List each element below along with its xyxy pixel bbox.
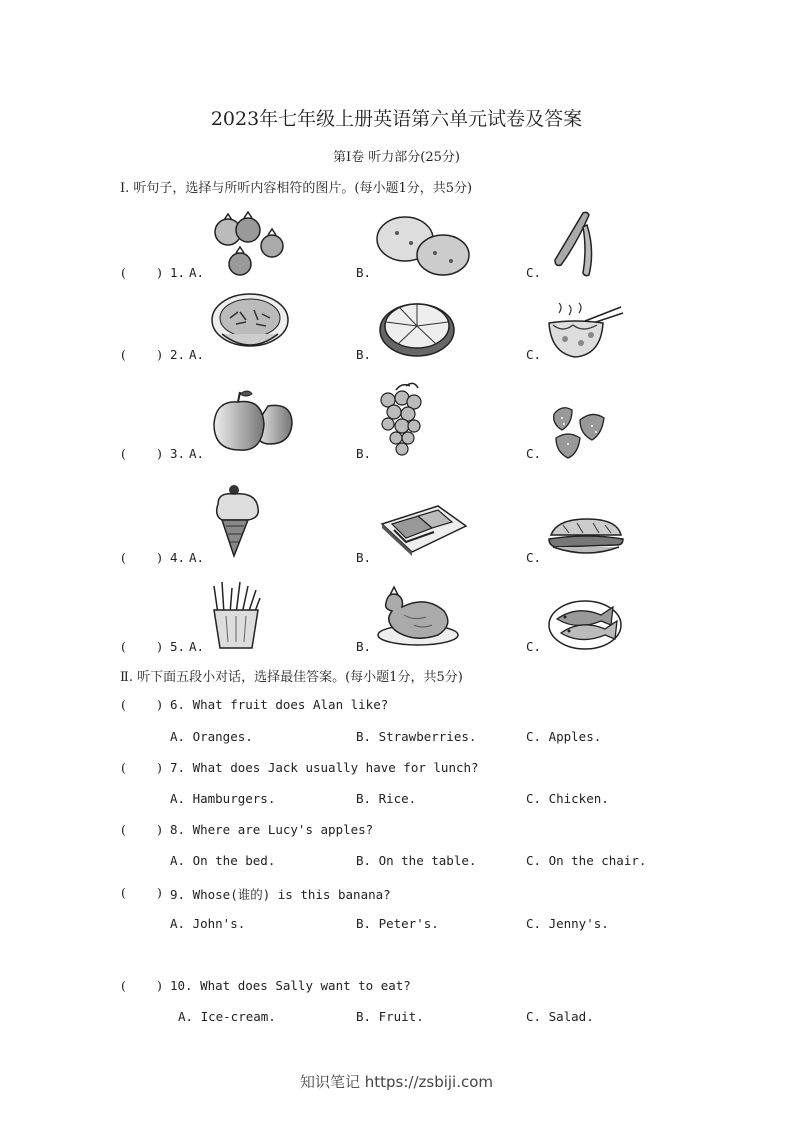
answer-paren-open: ( xyxy=(121,697,126,712)
answer-paren-open: ( xyxy=(121,550,126,565)
pizza-icon xyxy=(378,298,456,358)
answer-paren-close: ) xyxy=(157,265,162,280)
question-text: 7. What does Jack usually have for lunch? xyxy=(170,760,479,775)
option-a-label: A. xyxy=(189,265,205,280)
fish-icon xyxy=(547,595,623,651)
option-c-label: C. xyxy=(526,639,542,654)
grapes-icon xyxy=(376,380,426,456)
option-a: A. Ice-cream. xyxy=(178,1009,276,1024)
option-b-label: B. xyxy=(356,347,372,362)
answer-paren-close: ) xyxy=(157,822,162,837)
option-c: C. Chicken. xyxy=(526,791,609,806)
answer-paren-open: ( xyxy=(121,347,126,362)
answer-paren-open: ( xyxy=(121,639,126,654)
roast-chicken-icon xyxy=(374,585,460,647)
answer-paren-open: ( xyxy=(121,822,126,837)
option-c-label: C. xyxy=(526,446,542,461)
question-text: 6. What fruit does Alan like? xyxy=(170,697,389,712)
answer-paren-open: ( xyxy=(121,978,126,993)
french-fries-icon xyxy=(210,580,262,650)
option-b: B. Strawberries. xyxy=(356,729,477,744)
option-c: C. On the chair. xyxy=(526,853,647,868)
option-c-label: C. xyxy=(526,265,542,280)
answer-paren-open: ( xyxy=(121,760,126,775)
question-text: 10. What does Sally want to eat? xyxy=(170,978,411,993)
answer-paren-close: ) xyxy=(157,639,162,654)
option-b: B. On the table. xyxy=(356,853,477,868)
page-subtitle: 第Ⅰ卷 听力部分(25分) xyxy=(333,150,460,165)
option-c: C. Jenny's. xyxy=(526,916,609,931)
salad-bowl-icon xyxy=(210,290,290,355)
question-text: 9. Whose(谁的) is this banana? xyxy=(170,887,391,902)
answer-paren-close: ) xyxy=(157,446,162,461)
potatoes-icon xyxy=(375,213,475,278)
option-a-label: A. xyxy=(189,347,205,362)
answer-paren-close: ) xyxy=(157,697,162,712)
section-1-heading: Ⅰ. 听句子，选择与所听内容相符的图片。(每小题1分，共5分) xyxy=(120,181,473,196)
option-a: A. John's. xyxy=(170,916,246,931)
option-b-label: B. xyxy=(356,446,372,461)
hot-dog-icon xyxy=(547,515,625,557)
question-number: 4. xyxy=(170,550,186,565)
tomatoes-icon xyxy=(210,210,290,278)
answer-paren-open: ( xyxy=(121,446,126,461)
option-b: B. Peter's. xyxy=(356,916,439,931)
option-a: A. On the bed. xyxy=(170,853,276,868)
option-b: B. Rice. xyxy=(356,791,417,806)
option-b-label: B. xyxy=(356,639,372,654)
question-number: 1. xyxy=(170,265,186,280)
question-number: 2. xyxy=(170,347,186,362)
answer-paren-close: ) xyxy=(157,885,162,900)
answer-paren-close: ) xyxy=(157,347,162,362)
page-title: 2023年七年级上册英语第六单元试卷及答案 xyxy=(210,108,583,130)
question-text: 8. Where are Lucy's apples? xyxy=(170,822,374,837)
strawberries-icon xyxy=(548,400,610,460)
option-a-label: A. xyxy=(189,639,205,654)
option-a-label: A. xyxy=(189,550,205,565)
option-c-label: C. xyxy=(526,347,542,362)
footer-watermark[interactable]: 知识笔记 https://zsbiji.com xyxy=(299,1073,494,1091)
apples-icon xyxy=(212,388,294,454)
question-number: 3. xyxy=(170,446,186,461)
option-a: A. Oranges. xyxy=(170,729,253,744)
answer-paren-close: ) xyxy=(157,760,162,775)
answer-paren-close: ) xyxy=(157,550,162,565)
option-a-label: A. xyxy=(189,446,205,461)
sandwich-icon xyxy=(378,502,468,556)
section-2-heading: Ⅱ. 听下面五段小对话，选择最佳答案。(每小题1分，共5分) xyxy=(120,670,463,685)
option-b-label: B. xyxy=(356,265,372,280)
ice-cream-icon xyxy=(212,482,262,558)
option-c: C. Salad. xyxy=(526,1009,594,1024)
answer-paren-close: ) xyxy=(157,978,162,993)
option-b-label: B. xyxy=(356,550,372,565)
option-c: C. Apples. xyxy=(526,729,602,744)
answer-paren-open: ( xyxy=(121,265,126,280)
noodles-bowl-icon xyxy=(545,293,625,361)
option-b: B. Fruit. xyxy=(356,1009,424,1024)
question-number: 5. xyxy=(170,639,186,654)
green-beans-icon xyxy=(545,205,605,280)
option-c-label: C. xyxy=(526,550,542,565)
answer-paren-open: ( xyxy=(121,885,126,900)
option-a: A. Hamburgers. xyxy=(170,791,276,806)
